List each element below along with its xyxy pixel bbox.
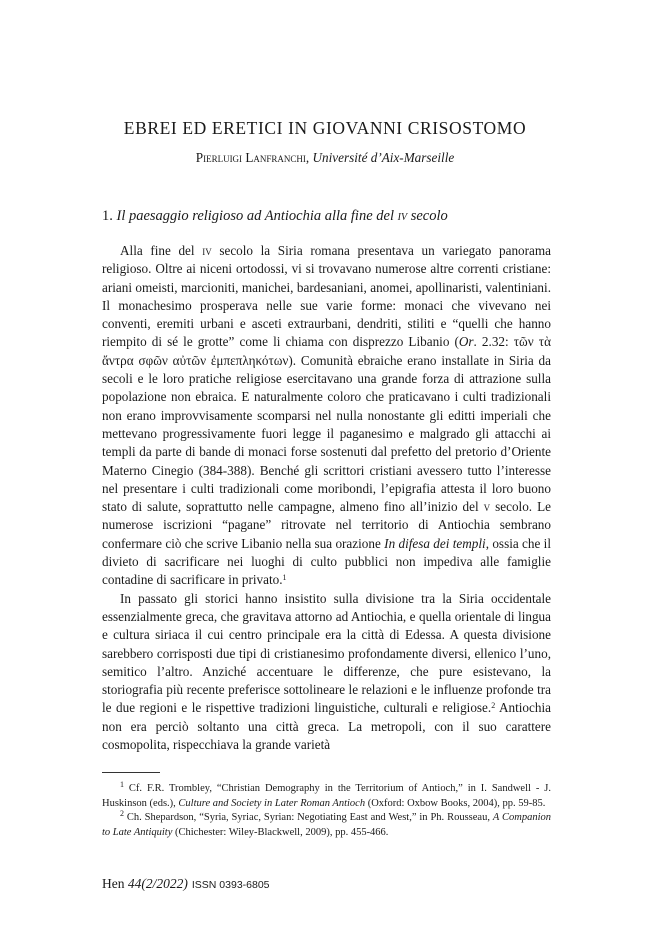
book-title: A Companion to Late Antiquity: [102, 812, 551, 838]
text-run: Antiochia non era perciò soltanto una città greca. La metropoli, con il suo carattere cosmopolita, rispecchiava la grande varietà: [102, 700, 551, 753]
footnote-1: [102, 782, 551, 811]
journal-name: Hen: [102, 876, 128, 891]
text-run: Cf. F.R. Trombley, “Christian Demography in the Territorium of Antioch,” in I. Sandwell - J. Huskinson (eds.),: [102, 783, 551, 809]
article-byline: [0, 150, 650, 166]
text-run: Ch. Shepardson, “Syria, Syriac, Syrian: Negotiating East and West,” in Ph. Rousseau,: [124, 812, 493, 824]
footnote-number: 2: [120, 809, 124, 819]
section-number: 1.: [102, 208, 117, 224]
text-run: . 2.32: τῶν τὰ ἄντρα σφῶν αὐτῶν ἐμπεπληκότων). Comunità ebraiche erano installate in Siria da secoli e le loro pratiche religiose esercitavano una grande forza di attrazione sulla popolazione non ebraica. E naturalmente coloro che praticavano i culti tradizionali non erano improvvisamente scomparsi nel nulla nonostante gli editti imperiali che mettevano progressivamente fuori legge il paganesimo e malgrado gli attacchi ai templi da parte di bande di monaci forse sostenuti dal prefetto del pretorio d’Oriente Materno Cinegio (384-388). Benché gli scrittori cristiani avessero tutto l’interesse nel presentare i culti tradizionali come moribondi, l’epigrafia attesta il loro buono stato di salute, soprattutto nelle campagne, almeno fino all’inizio del: [102, 334, 551, 515]
page-footer: [102, 876, 270, 892]
text-run: Alla fine del: [120, 243, 203, 258]
author-name: Pierluigi Lanfranchi: [195, 150, 306, 165]
author-affiliation: Université d’Aix-Marseille: [312, 150, 455, 165]
footnote-divider: [102, 772, 160, 773]
text-run: secolo. Le numerose iscrizioni “pagane” ritrovate nel territorio di Antiochia sembrano confermare ciò che scrive Libanio nella sua orazione: [102, 499, 551, 551]
section-heading: [102, 208, 448, 225]
article-body: [102, 242, 551, 754]
book-title: Culture and Society in Later Roman Antioch: [178, 797, 366, 809]
footnote-2: [102, 811, 551, 840]
text-run: (Chichester: Wiley-Blackwell, 2009), pp. 455-466.: [172, 826, 389, 838]
footnote-marker-1[interactable]: 1: [282, 573, 287, 583]
source-abbreviation: Or: [458, 334, 474, 350]
footnote-marker-2[interactable]: 2: [491, 701, 496, 711]
text-run: secolo la Siria romana presentava un variegato panorama religioso. Oltre ai niceni ortodossi, vi si trovavano numerose altre correnti cristiane: ariani omeisti, marcioniti, manichei, bardesaniani, anomei, apollinaristi, valentiniani. Il monachesimo prosperava nelle sue varie forme: monaci che vivevano nei conventi, eremiti urbani e asceti extraurbani, dendriti, stiliti e “quelli che hanno riempito di sé le grotte” come li chiama con disprezzo Libanio (: [102, 243, 551, 350]
journal-issn: ISSN 0393-6805: [191, 879, 270, 891]
footnote-number: 1: [120, 780, 124, 789]
century-numeral: v: [483, 499, 491, 515]
century-numeral: iv: [202, 243, 212, 258]
footnotes: [102, 782, 551, 840]
text-run: , ossia che il divieto di sacrificare nei luoghi di culto pubblici non impediva alle famiglie contadine di sacrificare in privato.: [102, 535, 551, 588]
section-heading-century: iv: [397, 208, 408, 224]
article-title: EBREI ED ERETICI IN GIOVANNI CRISOSTOMO: [123, 118, 527, 138]
author-separator: ,: [305, 150, 313, 165]
text-run: (Oxford: Oxbow Books, 2004), pp. 59-85.: [365, 797, 546, 809]
text-run: In passato gli storici hanno insistito sulla divisione tra la Siria occidentale essenzialmente greca, che gravitava attorno ad Antiochia, e quella orientale di lingua e cultura siriaca il cui centro principale era la città di Edessa. A questa divisione sarebbero corrisposti due tipi di cristianesimo profondamente diversi, ellenico l’uno, semitico l’altro. Anziché accentuare le differenze, che pure esistevano, la storiografia più recente preferisce sottolineare le relazioni e le influenze profonde tra le due regioni e le rispettive tradizioni linguistiche, culturali e religiose.: [102, 590, 551, 716]
section-heading-text: Il paesaggio religioso ad Antiochia alla fine del: [116, 208, 398, 224]
journal-volume: 44(2/2022): [127, 876, 188, 891]
section-heading-tail: secolo: [407, 208, 448, 224]
paragraph-2: [102, 590, 551, 755]
work-title: In difesa dei templi: [384, 535, 486, 551]
paragraph-1: [102, 242, 551, 590]
